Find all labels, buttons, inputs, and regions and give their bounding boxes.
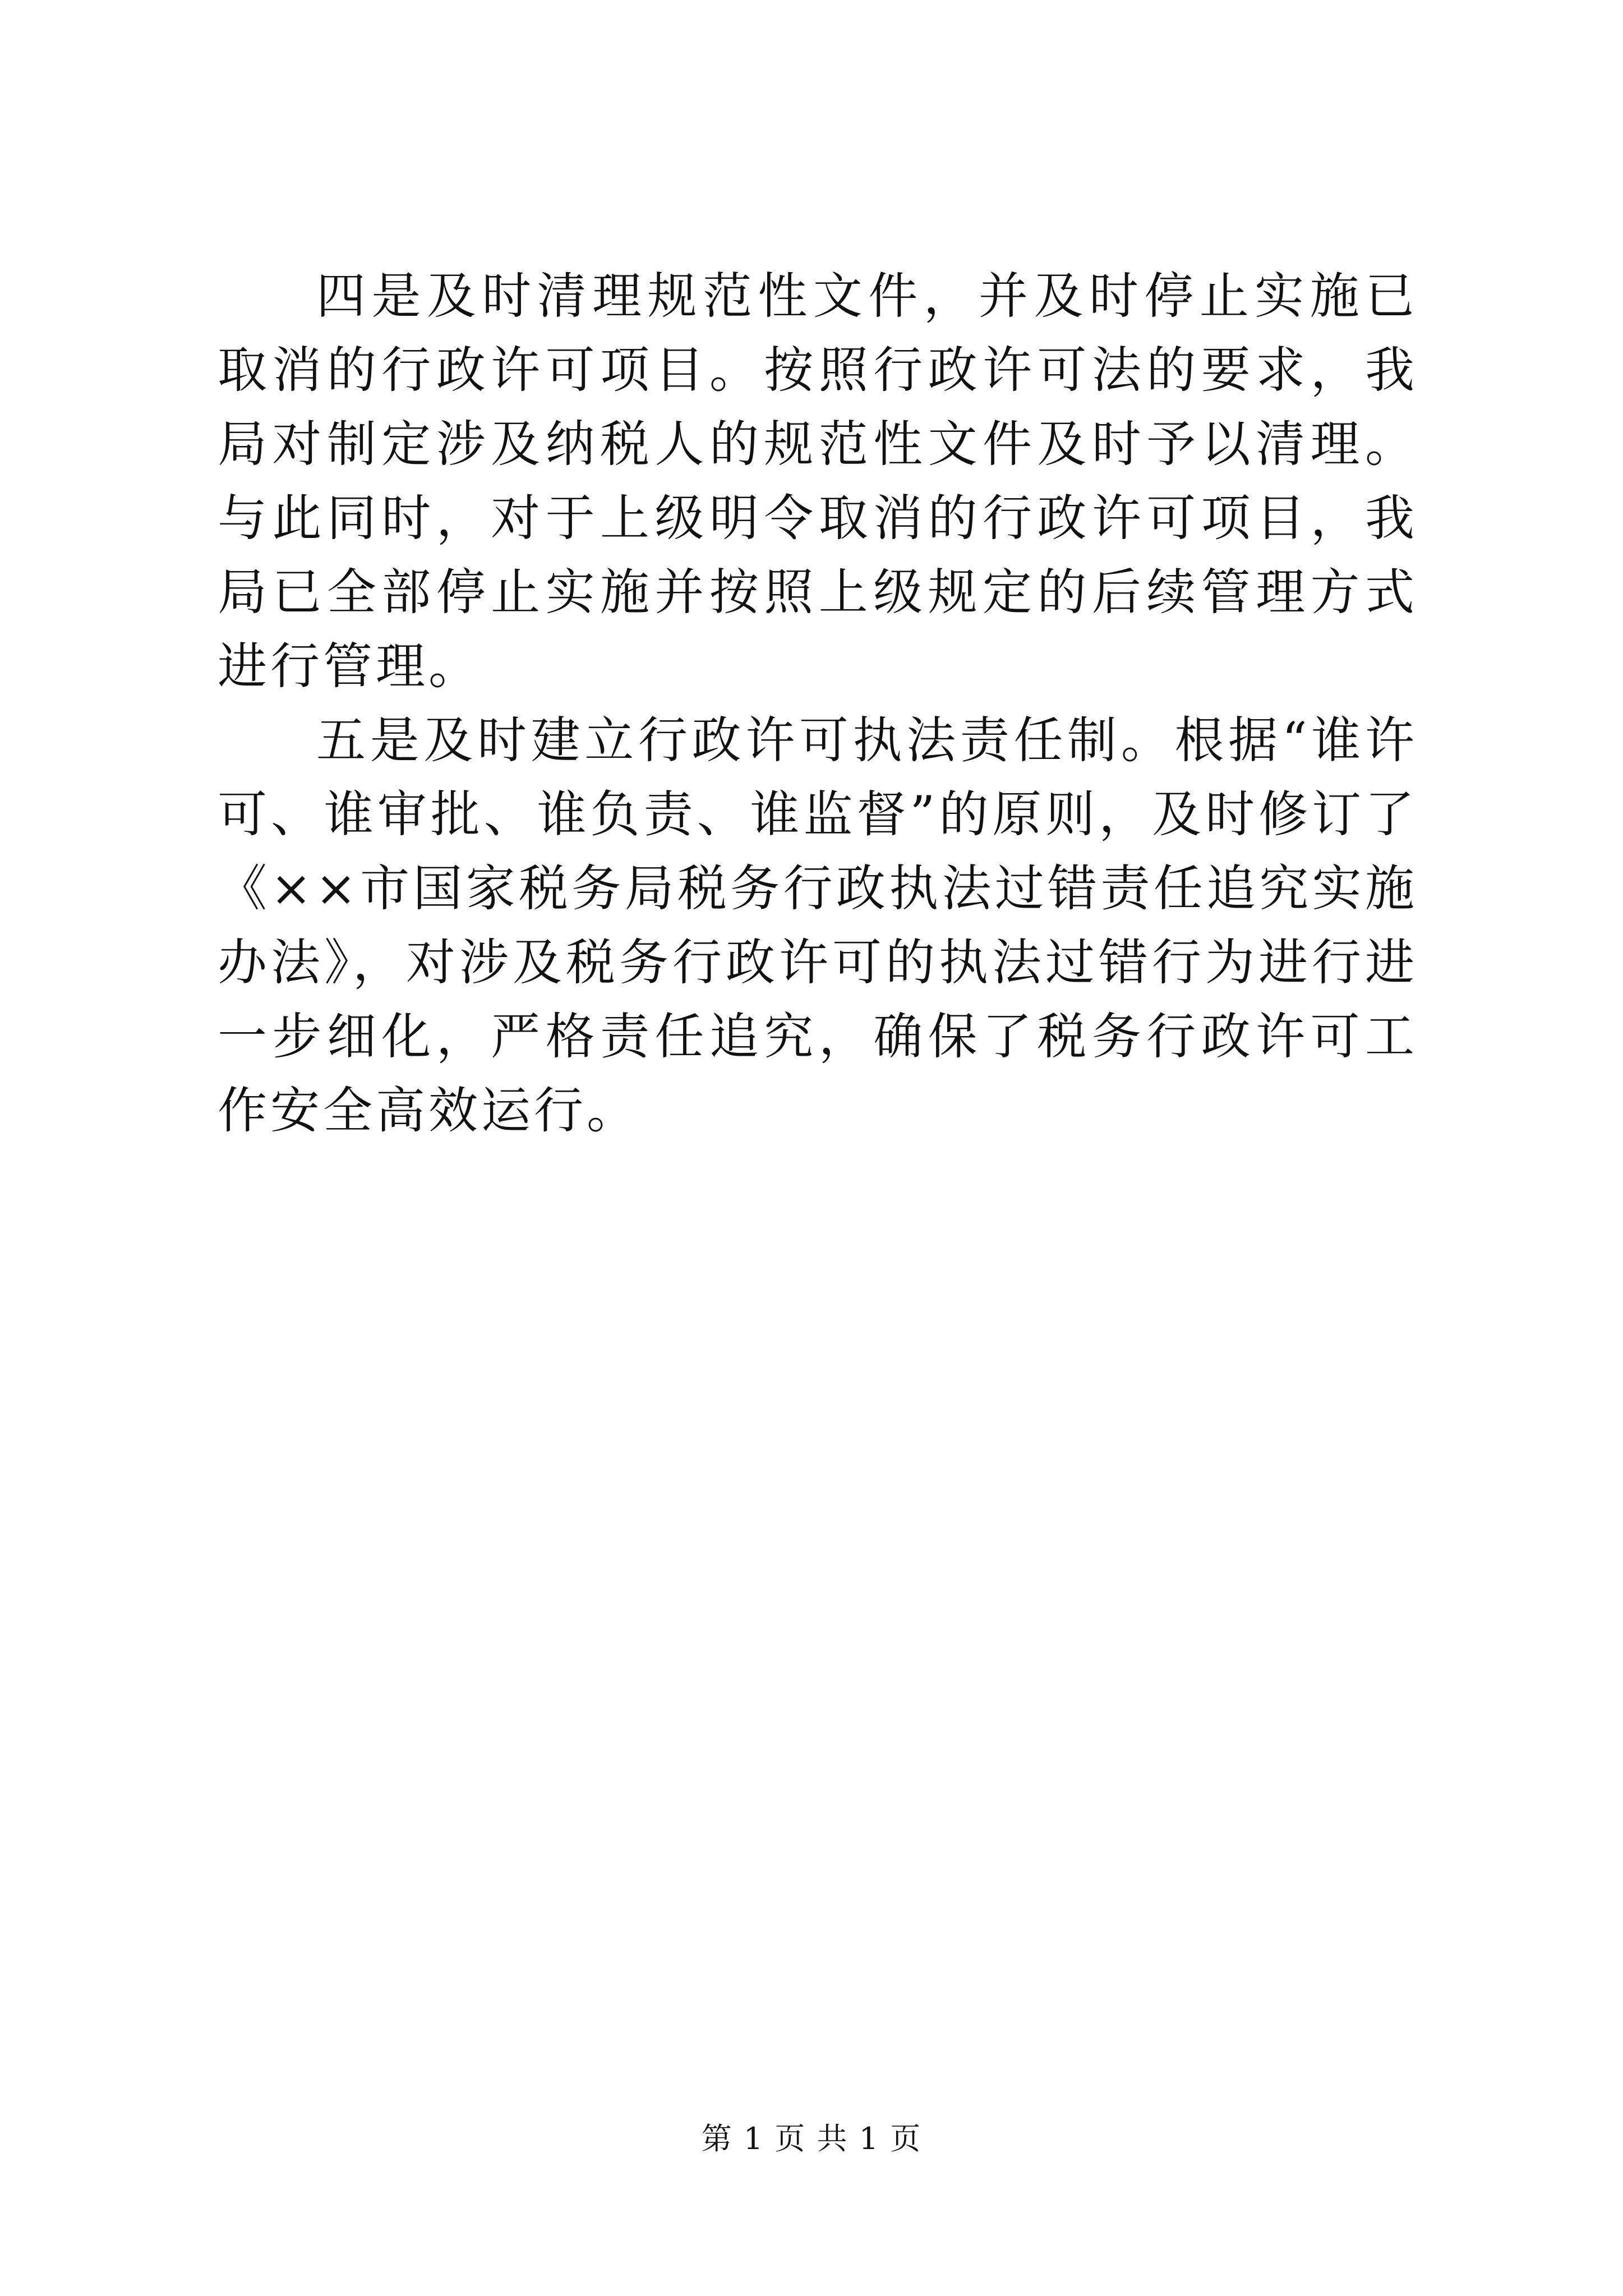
paragraph-item-four: 四是及时清理规范性文件，并及时停止实施已取消的行政许可项目。按照行政许可法的要求，我局对制定涉及纳税人的规范性文件及时予以清理。与此同时，对于上级明令取消的行政许可项目，我局已全部停止实施并按照上级规定的后续管理方式进行管理。 <box>218 267 1418 695</box>
page-footer: 第 1 页 共 1 页 <box>701 2121 922 2156</box>
paragraph-item-five: 五是及时建立行政许可执法责任制。根据“谁许可、谁审批、谁负责、谁监督”的原则，及时修订了《××市国家税务局税务行政执法过错责任追究实施办法》，对涉及税务行政许可的执法过错行为进行进一步细化，严格责任追究，确保了税务行政许可工作安全高效运行。 <box>218 711 1418 1139</box>
document-body <box>218 259 1418 1148</box>
